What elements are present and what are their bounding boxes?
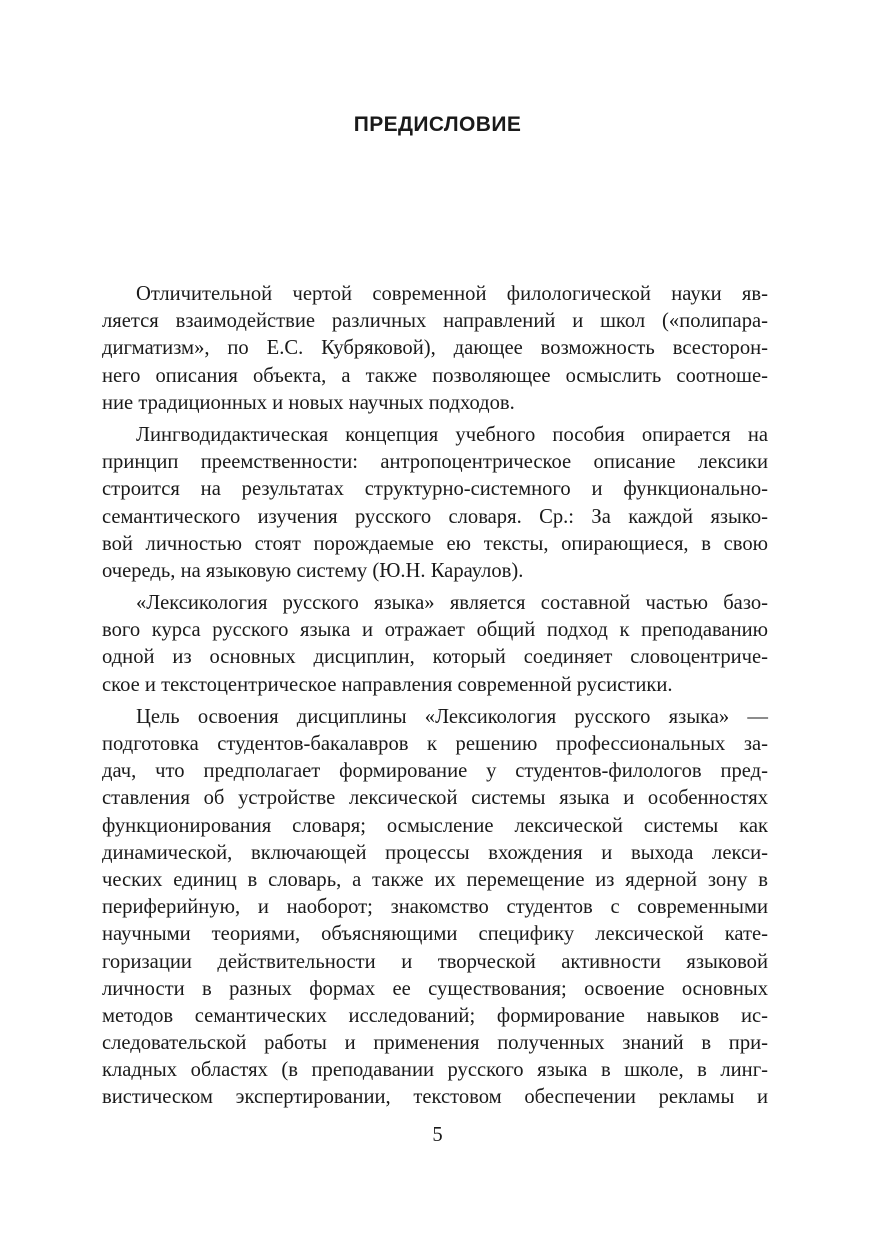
text-line: вой личностью стоят порождаемые ею тексты, опирающиеся, в свою bbox=[102, 532, 768, 555]
text-line: Лингводидактическая концепция учебного пособия опирается на bbox=[136, 423, 768, 446]
text-line: подготовка студентов-бакалавров к решению профессиональных за- bbox=[102, 733, 768, 755]
text-line: семантического изучения русского словаря. Ср.: За каждой языко- bbox=[102, 505, 768, 528]
text-line: него описания объекта, а также позволяющее осмыслить соотноше- bbox=[102, 364, 768, 387]
paragraph-1 bbox=[102, 281, 768, 417]
text-line: функционирования словаря; осмысление лексической системы как bbox=[102, 814, 768, 837]
text-line: ческих единиц в словарь, а также их перемещение из ядерной зону в bbox=[102, 868, 768, 891]
text-line: методов семантических исследований; формирование навыков ис- bbox=[102, 1004, 768, 1027]
text-line: ляется взаимодействие различных направлений и школ («полипара- bbox=[102, 310, 768, 333]
text-line: личности в разных формах ее существования; освоение основных bbox=[102, 977, 768, 1000]
page-number: 5 bbox=[432, 1124, 443, 1146]
text-line: дач, что предполагает формирование у студентов-филологов пред- bbox=[102, 760, 768, 783]
text-line: строится на результатах структурно-системного и функционально- bbox=[102, 478, 768, 501]
text-line: Цель освоения дисциплины «Лексикология русского языка» — bbox=[136, 705, 768, 728]
text-line: научными теориями, объясняющими специфику лексической кате- bbox=[102, 923, 768, 946]
text-line: ское и текстоцентрическое направления современной русистики. bbox=[102, 673, 673, 696]
text-line: ставления об устройстве лексической системы языка и особенностях bbox=[102, 787, 768, 810]
text-line: Отличительной чертой современной филологической науки яв- bbox=[136, 283, 768, 305]
page-title: ПРЕДИСЛОВИЕ bbox=[353, 113, 522, 136]
text-line: дигматизм», по Е.С. Кубряковой), дающее возможность всесторон- bbox=[102, 337, 768, 360]
body-text bbox=[102, 281, 768, 1112]
text-line: кладных областях (в преподавании русского языка в школе, в линг- bbox=[102, 1059, 768, 1082]
text-line: ние традиционных и новых научных подходов. bbox=[102, 391, 515, 414]
paragraph-2 bbox=[102, 422, 768, 585]
text-line: вистическом экспертировании, текстовом обеспечении рекламы и bbox=[102, 1086, 768, 1109]
text-line: очередь, на языковую систему (Ю.Н. Караулов). bbox=[102, 559, 524, 582]
text-line: принцип преемственности: антропоцентрическое описание лексики bbox=[102, 451, 768, 474]
text-line: динамической, включающей процессы вхождения и выхода лекси- bbox=[102, 841, 768, 864]
text-line: «Лексикология русского языка» является составной частью базо- bbox=[136, 592, 768, 615]
paragraph-3 bbox=[102, 590, 768, 699]
text-line: следовательской работы и применения полученных знаний в при- bbox=[102, 1032, 768, 1055]
text-line: горизации действительности и творческой активности языковой bbox=[102, 950, 768, 973]
text-line: вого курса русского языка и отражает общий подход к преподаванию bbox=[102, 619, 768, 642]
paragraph-4 bbox=[102, 704, 768, 1112]
text-line: периферийную, и наоборот; знакомство студентов с современными bbox=[102, 896, 768, 919]
text-line: одной из основных дисциплин, который соединяет словоцентриче- bbox=[102, 646, 768, 669]
